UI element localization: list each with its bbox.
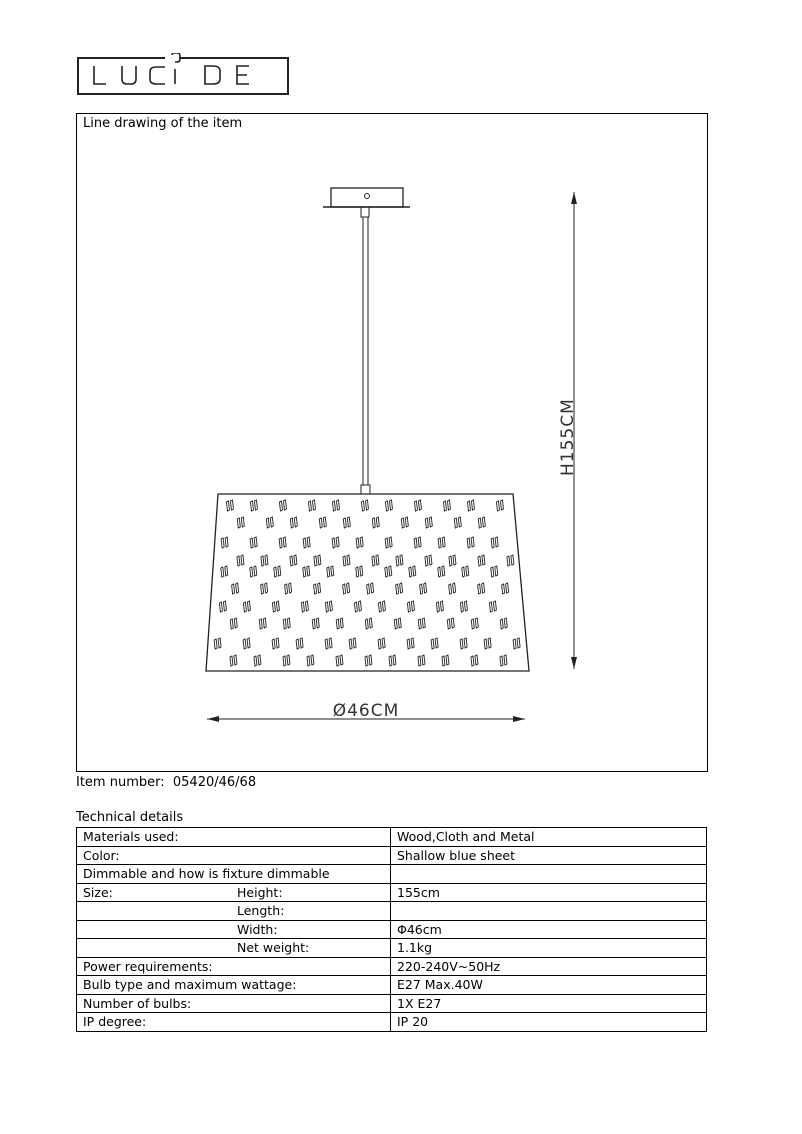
- table-row: [77, 865, 707, 884]
- perforation-mark: [230, 655, 237, 666]
- perforation-mark: [467, 537, 474, 548]
- width-dimension: [207, 701, 525, 722]
- spec-value: 1X E27: [391, 994, 707, 1013]
- perforation-mark: [290, 517, 297, 528]
- spec-label-cell: [77, 828, 391, 847]
- spec-label: Dimmable and how is fixture dimmable: [83, 866, 330, 882]
- perforation-mark: [407, 638, 414, 649]
- perforation-mark: [418, 655, 425, 666]
- perforation-mark: [460, 638, 467, 649]
- perforation-mark: [230, 618, 237, 629]
- perforation-mark: [261, 583, 268, 594]
- perforation-mark: [491, 566, 498, 577]
- spec-value: 220-240V~50Hz: [391, 957, 707, 976]
- perforation-mark: [325, 601, 332, 612]
- table-row: [77, 902, 707, 921]
- perforation-mark: [496, 500, 503, 511]
- perforation-mark: [250, 500, 257, 511]
- perforation-mark: [303, 537, 310, 548]
- perforation-mark: [385, 500, 392, 511]
- table-row: [77, 939, 707, 958]
- perforation-mark: [449, 555, 456, 566]
- spec-label: Color:: [83, 847, 120, 863]
- perforation-mark: [219, 601, 226, 612]
- height-dimension: [558, 192, 578, 669]
- perforation-mark: [279, 537, 286, 548]
- spec-label-cell: [77, 976, 391, 995]
- perforation-mark: [425, 555, 432, 566]
- perforation-mark: [274, 566, 281, 577]
- perforation-mark: [361, 500, 368, 511]
- perforation-mark: [489, 601, 496, 612]
- perforation-mark: [394, 618, 401, 629]
- perforation-mark: [396, 583, 403, 594]
- perforation-mark: [414, 537, 421, 548]
- perforation-mark: [314, 583, 321, 594]
- table-row: [77, 957, 707, 976]
- perforation-mark: [343, 517, 350, 528]
- spec-value: IP 20: [391, 1013, 707, 1032]
- spec-sublabel: Width:: [237, 921, 278, 937]
- spec-value: [391, 865, 707, 884]
- perforation-mark: [232, 583, 239, 594]
- line-drawing-panel: [76, 113, 708, 772]
- perforation-mark: [478, 555, 485, 566]
- perforation-mark: [478, 517, 485, 528]
- table-row: [77, 920, 707, 939]
- perforation-mark: [312, 618, 319, 629]
- table-row: [77, 828, 707, 847]
- perforation-mark: [272, 638, 279, 649]
- perforation-mark: [418, 618, 425, 629]
- perforation-mark: [237, 555, 244, 566]
- spec-value: Wood,Cloth and Metal: [391, 828, 707, 847]
- spec-label-cell: [77, 902, 391, 921]
- spec-label: Size:: [83, 884, 113, 900]
- lucide-logo-graphic: [77, 53, 289, 95]
- perforation-mark: [460, 601, 467, 612]
- spec-label: Number of bulbs:: [83, 995, 192, 1011]
- perforation-mark: [420, 583, 427, 594]
- perforation-mark: [336, 618, 343, 629]
- width-label: Ø46CM: [332, 701, 400, 721]
- spec-label-cell: [77, 994, 391, 1013]
- spec-label: Power requirements:: [83, 958, 213, 974]
- pendant-lamp-drawing: [77, 114, 707, 771]
- perforation-mark: [372, 555, 379, 566]
- perforation-mark: [250, 566, 257, 577]
- height-label: H155CM: [558, 398, 578, 476]
- spec-value: Φ46cm: [391, 920, 707, 939]
- perforation-mark: [279, 500, 286, 511]
- perforation-mark: [491, 537, 498, 548]
- spec-value: [391, 902, 707, 921]
- perforation-mark: [296, 638, 303, 649]
- perforation-mark: [266, 517, 273, 528]
- table-row: [77, 994, 707, 1013]
- perforation-mark: [438, 537, 445, 548]
- table-row: [77, 976, 707, 995]
- perforation-mark: [343, 583, 350, 594]
- perforation-mark: [431, 638, 438, 649]
- perforation-mark: [484, 638, 491, 649]
- perforation-mark: [389, 655, 396, 666]
- spec-label-cell: [77, 846, 391, 865]
- lamp-shade: [206, 494, 529, 671]
- perforation-mark: [303, 566, 310, 577]
- perforation-mark: [356, 537, 363, 548]
- perforation-mark: [401, 517, 408, 528]
- perforation-mark: [285, 583, 292, 594]
- perforation-mark: [356, 566, 363, 577]
- spec-value: E27 Max.40W: [391, 976, 707, 995]
- perforation-mark: [454, 517, 461, 528]
- perforation-mark: [332, 500, 339, 511]
- spec-sublabel: Length:: [237, 903, 285, 918]
- perforation-mark: [261, 555, 268, 566]
- table-row: [77, 846, 707, 865]
- perforation-mark: [243, 638, 250, 649]
- perforation-mark: [502, 583, 509, 594]
- perforation-mark: [378, 601, 385, 612]
- spec-label-cell: [77, 883, 391, 902]
- perforation-mark: [471, 655, 478, 666]
- perforation-mark: [407, 601, 414, 612]
- spec-label-cell: [77, 865, 391, 884]
- suspension-rod: [361, 217, 370, 494]
- perforation-mark: [378, 638, 385, 649]
- spec-label-cell: [77, 939, 391, 958]
- item-number: [76, 775, 256, 790]
- perforation-mark: [409, 566, 416, 577]
- brand-logo: [77, 53, 289, 95]
- perforation-mark: [214, 638, 221, 649]
- spec-label: IP degree:: [83, 1014, 147, 1030]
- perforation-mark: [414, 500, 421, 511]
- perforation-mark: [500, 655, 507, 666]
- spec-value: 1.1kg: [391, 939, 707, 958]
- perforation-mark: [259, 618, 266, 629]
- perforation-mark: [332, 537, 339, 548]
- perforation-mark: [237, 517, 244, 528]
- perforation-mark: [349, 638, 356, 649]
- technical-details-table: [76, 827, 707, 1032]
- perforation-mark: [442, 655, 449, 666]
- table-row: [77, 883, 707, 902]
- spec-sublabel: Net weight:: [237, 940, 310, 955]
- perforation-mark: [365, 618, 372, 629]
- spec-label-cell: [77, 957, 391, 976]
- perforation-mark: [500, 618, 507, 629]
- perforation-mark: [319, 517, 326, 528]
- perforation-mark: [314, 555, 321, 566]
- perforation-mark: [385, 566, 392, 577]
- perforation-mark: [425, 517, 432, 528]
- perforation-mark: [467, 500, 474, 511]
- perforation-mark: [221, 537, 228, 548]
- perforation-mark: [443, 500, 450, 511]
- perforation-mark: [367, 583, 374, 594]
- perforation-mark: [365, 655, 372, 666]
- perforation-mark: [478, 583, 485, 594]
- perforation-mark: [471, 618, 478, 629]
- spec-value: 155cm: [391, 883, 707, 902]
- perforation-mark: [325, 638, 332, 649]
- spec-label: Bulb type and maximum wattage:: [83, 977, 297, 993]
- spec-label-cell: [77, 1013, 391, 1032]
- perforation-mark: [221, 566, 228, 577]
- perforation-mark: [327, 566, 334, 577]
- perforation-mark: [462, 566, 469, 577]
- shade-perforations: [214, 500, 520, 666]
- perforation-mark: [250, 537, 257, 548]
- perforation-mark: [372, 517, 379, 528]
- item-number-label: Item number:: [76, 775, 165, 790]
- spec-sublabel: Height:: [237, 884, 283, 900]
- perforation-mark: [507, 555, 514, 566]
- item-number-value: 05420/46/68: [172, 775, 257, 790]
- drawing-caption: Line drawing of the item: [83, 116, 243, 131]
- spec-label: Materials used:: [83, 829, 179, 845]
- perforation-mark: [396, 555, 403, 566]
- perforation-mark: [290, 555, 297, 566]
- perforation-mark: [385, 537, 392, 548]
- perforation-mark: [336, 655, 343, 666]
- perforation-mark: [307, 655, 314, 666]
- spec-label-cell: [77, 920, 391, 939]
- perforation-mark: [436, 601, 443, 612]
- perforation-mark: [308, 500, 315, 511]
- technical-details-title: Technical details: [76, 810, 184, 825]
- perforation-mark: [226, 500, 233, 511]
- perforation-mark: [283, 655, 290, 666]
- perforation-mark: [254, 655, 261, 666]
- perforation-mark: [343, 555, 350, 566]
- perforation-mark: [272, 601, 279, 612]
- perforation-mark: [513, 638, 520, 649]
- perforation-mark: [449, 583, 456, 594]
- perforation-mark: [243, 601, 250, 612]
- perforation-mark: [283, 618, 290, 629]
- table-row: [77, 1013, 707, 1032]
- ceiling-canopy: [323, 188, 410, 217]
- spec-value: Shallow blue sheet: [391, 846, 707, 865]
- perforation-mark: [438, 566, 445, 577]
- perforation-mark: [447, 618, 454, 629]
- perforation-mark: [354, 601, 361, 612]
- perforation-mark: [301, 601, 308, 612]
